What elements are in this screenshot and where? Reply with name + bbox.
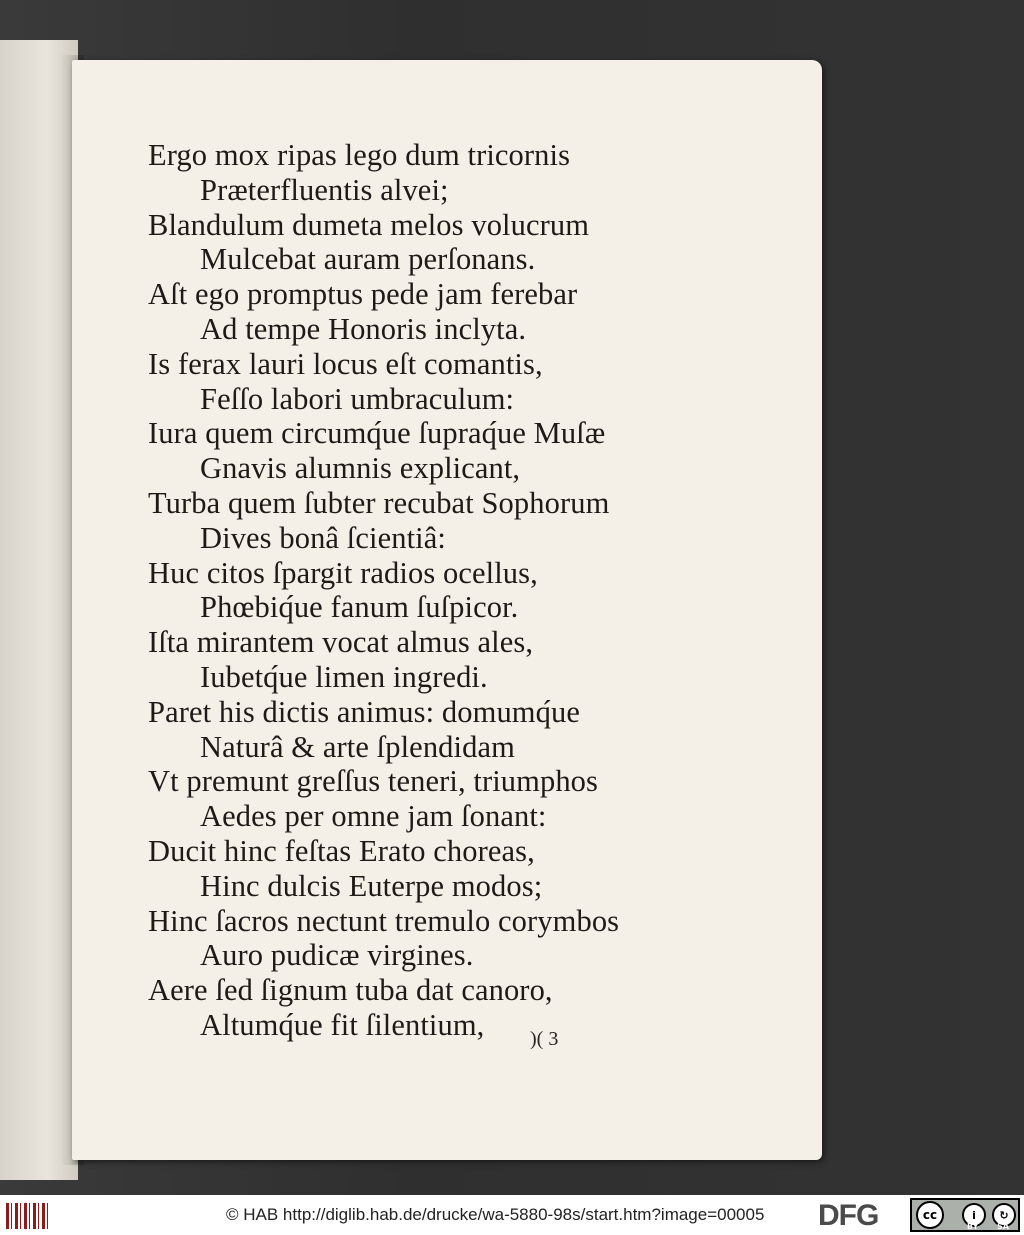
verse-line: Altumq́ue fit ſilentium,: [200, 1007, 485, 1042]
verse-line: Mulcebat auram perſonans.: [200, 242, 536, 277]
cc-license-badge[interactable]: [910, 1198, 1020, 1232]
verse-line: Is ferax lauri locus eſt comantis,: [148, 346, 543, 381]
verse-line: Ergo mox ripas lego dum tricornis: [148, 138, 571, 172]
verse-line: Iſta mirantem vocat almus ales,: [148, 625, 534, 660]
verse-line: Iura quem circumq́ue ſupraq́ue Muſæ: [148, 416, 606, 451]
verse-line: Hinc ſacros nectunt tremulo corymbos: [148, 903, 620, 938]
verse-line: Turba quem ſubter recubat Sophorum: [148, 485, 610, 520]
signature-mark: )( 3: [530, 1028, 559, 1050]
verse-line: Dives bonâ ſcientiâ:: [200, 520, 446, 555]
verse-line: Vt premunt greſſus teneri, triumphos: [148, 764, 599, 799]
footer-banner: [0, 1195, 1024, 1235]
verse-line: Ad tempe Honoris inclyta.: [200, 311, 527, 346]
verse-line: Præterfluentis alvei;: [200, 172, 449, 207]
copyright-link[interactable]: © HAB http://diglib.hab.de/drucke/wa-5880-98s/start.htm?image=00005: [226, 1205, 765, 1224]
sa-icon: ↻: [992, 1203, 1016, 1227]
verse-line: Ducit hinc feſtas Erato choreas,: [148, 833, 535, 868]
barcode-icon: [6, 1203, 50, 1229]
poem-text: [148, 138, 619, 1043]
verse-line: Paret his dictis animus: domumq́ue: [148, 694, 580, 729]
sa-label: SA: [997, 1222, 1009, 1231]
book-page: [72, 60, 822, 1160]
by-icon: i: [962, 1203, 986, 1227]
dfg-logo: DFG: [818, 1199, 879, 1232]
verse-line: Iubetq́ue limen ingredi.: [200, 659, 488, 694]
verse-line: Aedes per omne jam ſonant:: [200, 799, 547, 834]
verse-line: Phœbiq́ue fanum ſuſpicor.: [200, 590, 519, 625]
verse-line: Aere ſed ſignum tuba dat canoro,: [148, 973, 553, 1008]
cc-icon: cc: [916, 1201, 944, 1229]
verse-line: Huc citos ſpargit radios ocellus,: [148, 555, 538, 590]
verse-line: Hinc dulcis Euterpe modos;: [200, 868, 543, 903]
verse-line: Naturâ & arte ſplendidam: [200, 729, 515, 764]
verse-line: Gnavis alumnis explicant,: [200, 451, 521, 486]
verse-line: Auro pudicæ virgines.: [200, 938, 474, 973]
verse-line: Aſt ego promptus pede jam ferebar: [148, 277, 578, 312]
by-label: BY: [967, 1222, 979, 1231]
verse-line: Feſſo labori umbraculum:: [200, 381, 515, 416]
verse-line: Blandulum dumeta melos volucrum: [148, 207, 590, 242]
